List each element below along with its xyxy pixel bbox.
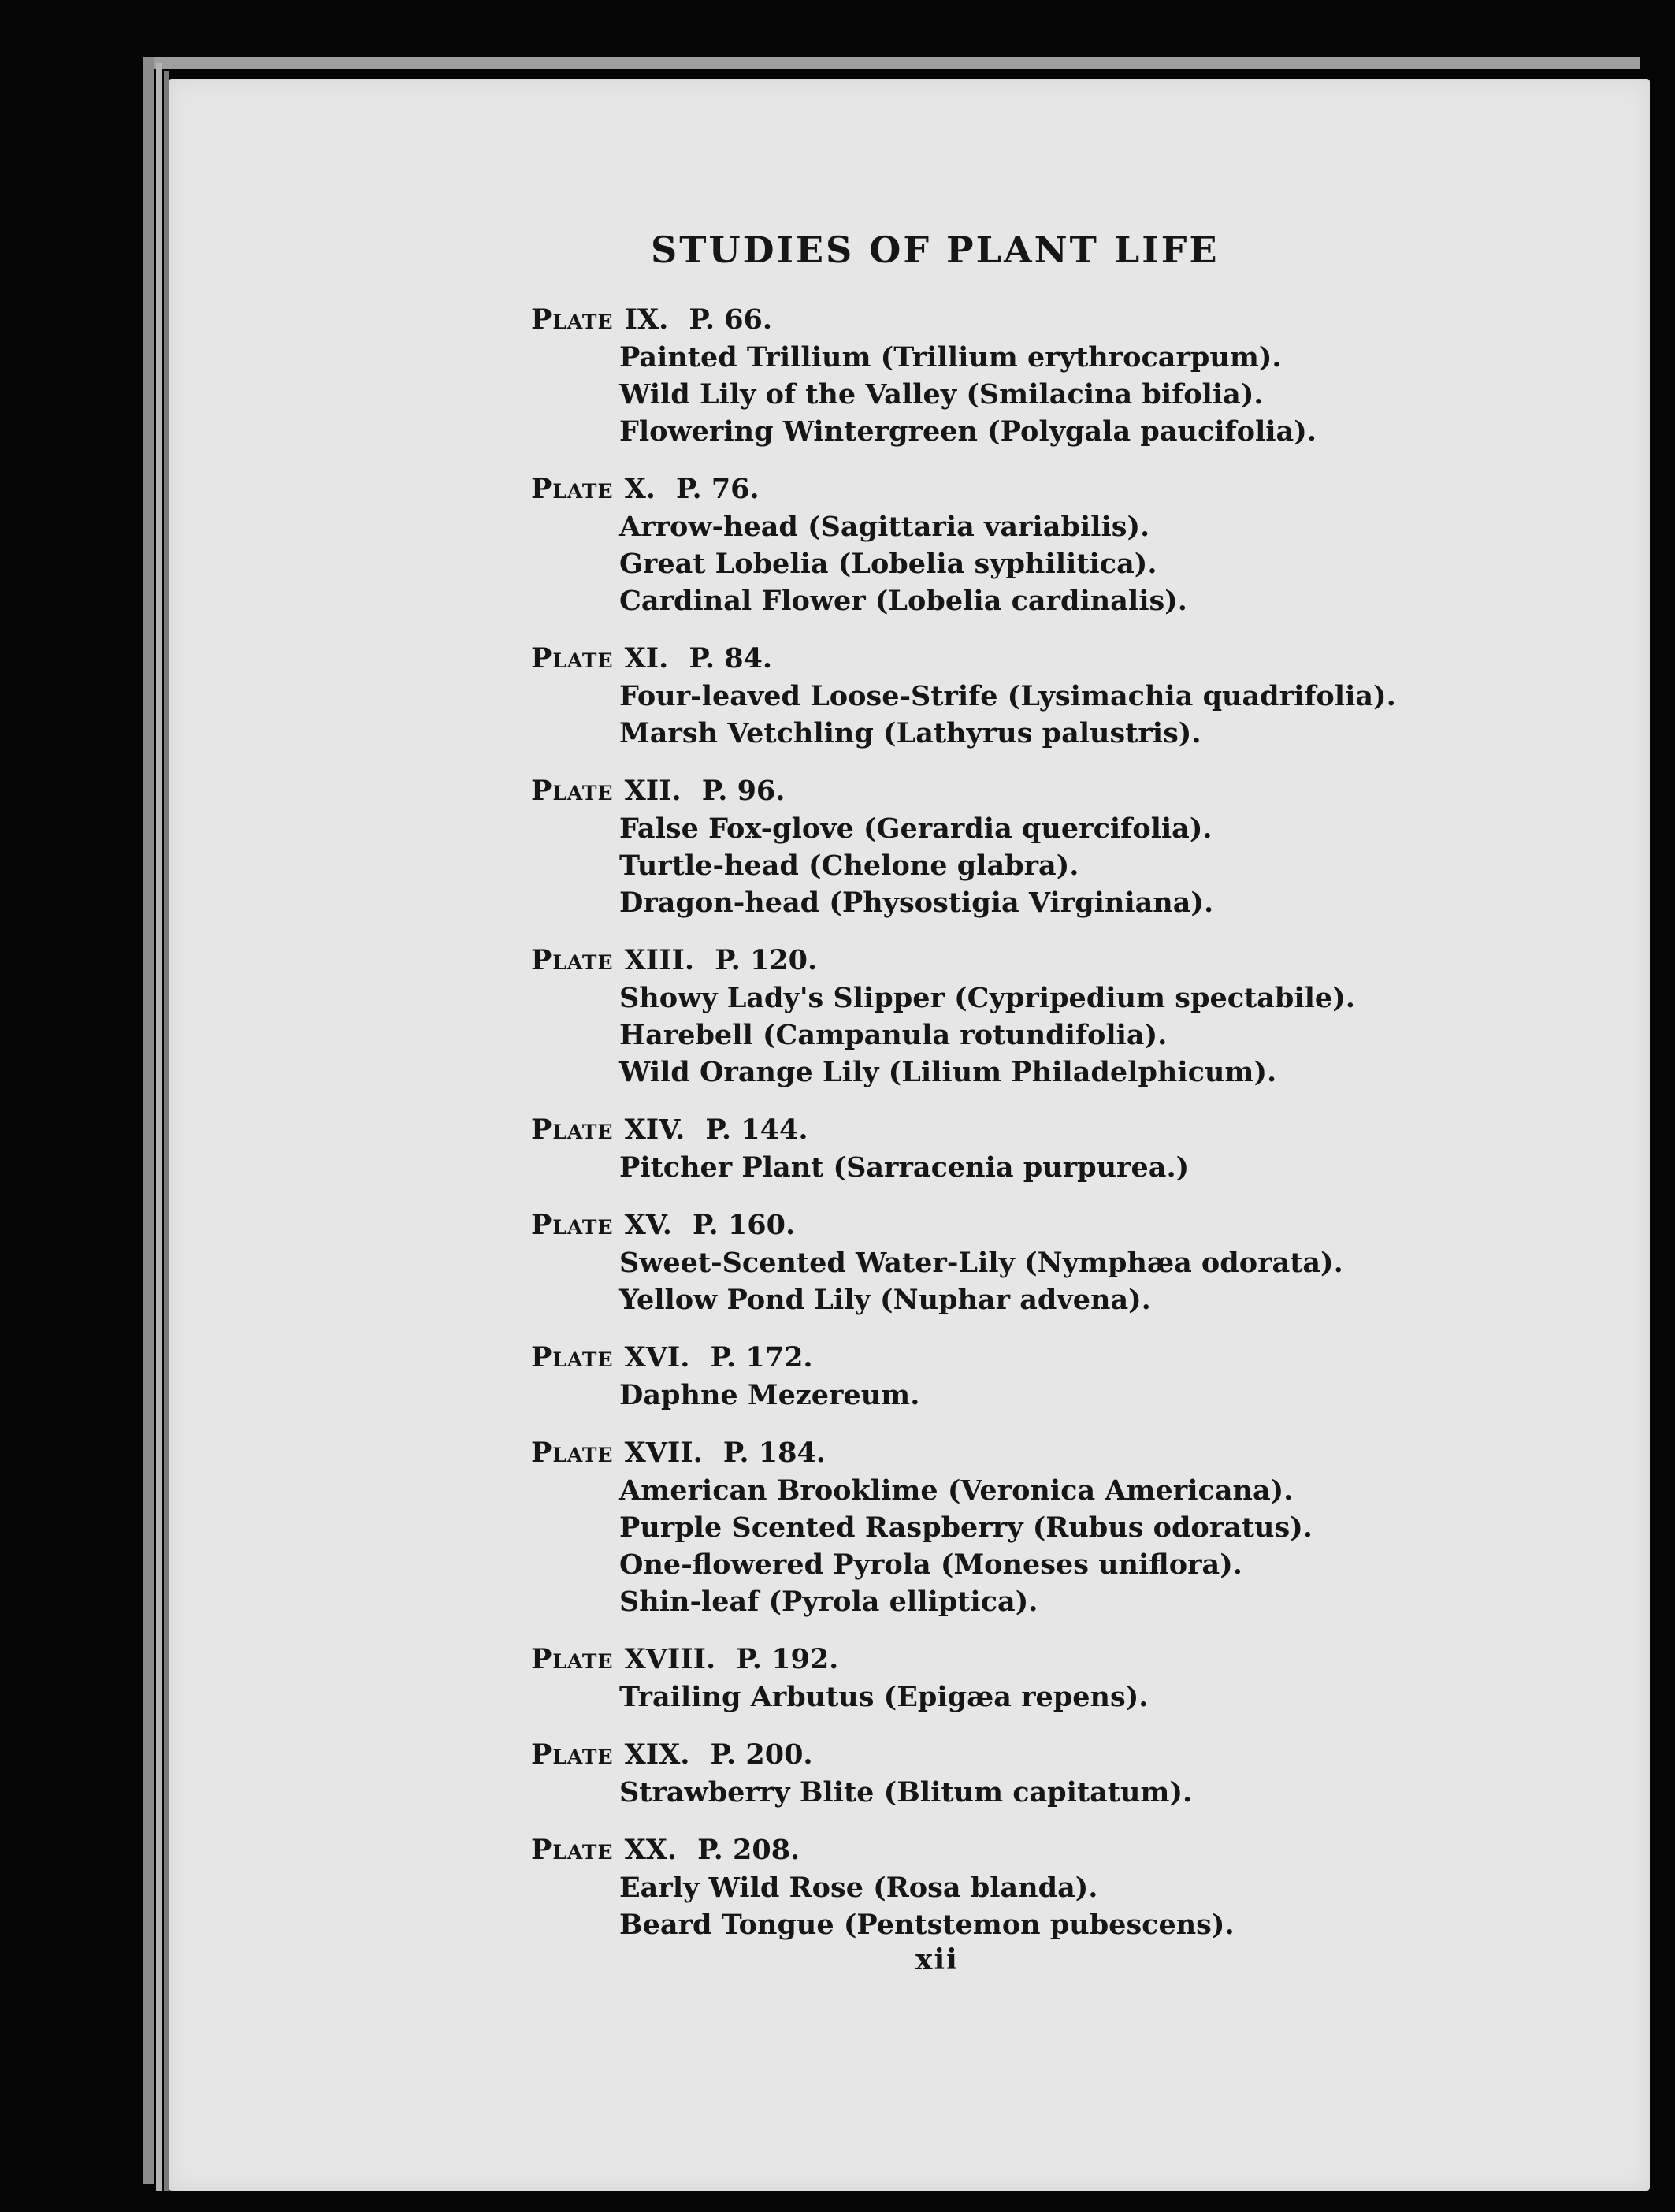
- plate-page-ref: P. 160.: [692, 1209, 796, 1241]
- species-entry: Daphne Mezereum.: [619, 1379, 920, 1411]
- plate-entry: [531, 1339, 1555, 1414]
- plate-entry: [531, 1831, 1555, 1943]
- plate-number: XII.: [624, 775, 682, 807]
- plate-label: Plate: [531, 1643, 614, 1675]
- plate-entry: [531, 1111, 1555, 1186]
- page-edge-left: [143, 57, 154, 2184]
- plate-number: XVIII.: [624, 1643, 716, 1675]
- plate-page-ref: P. 84.: [689, 642, 773, 675]
- species-entry: False Fox-glove (Gerardia quercifolia).: [619, 812, 1213, 845]
- plate-heading: [531, 1111, 1555, 1149]
- page-number: xii: [915, 1943, 959, 1976]
- plate-species-list: [619, 1472, 1555, 1620]
- plate-page-ref: P. 172.: [710, 1341, 813, 1374]
- species-entry: Harebell (Campanula rotundifolia).: [619, 1019, 1168, 1051]
- plate-entry: [531, 1641, 1555, 1716]
- species-entry: Strawberry Blite (Blitum capitatum).: [619, 1776, 1193, 1809]
- plate-entry: [531, 772, 1555, 921]
- species-entry: Great Lobelia (Lobelia syphilitica).: [619, 548, 1157, 580]
- plate-label: Plate: [531, 944, 614, 976]
- plate-entry: [531, 301, 1555, 450]
- plate-entry: [531, 1736, 1555, 1811]
- plate-number: XVI.: [624, 1341, 690, 1374]
- plate-page-ref: P. 76.: [675, 473, 760, 505]
- page-edge-top: [143, 57, 1640, 69]
- plate-species-list: [619, 1149, 1555, 1186]
- plate-number: XV.: [624, 1209, 672, 1241]
- page-content: [169, 79, 1650, 2191]
- plate-page-ref: P. 200.: [710, 1738, 813, 1771]
- plate-number: XIX.: [624, 1738, 690, 1771]
- plate-heading: [531, 640, 1555, 678]
- plate-label: Plate: [531, 303, 614, 336]
- plate-label: Plate: [531, 1341, 614, 1374]
- plate-heading: [531, 301, 1555, 339]
- plate-label: Plate: [531, 1113, 614, 1146]
- plate-heading: [531, 942, 1555, 980]
- plate-number: XVII.: [624, 1437, 703, 1469]
- plate-label: Plate: [531, 775, 614, 807]
- species-entry: Yellow Pond Lily (Nuphar advena).: [619, 1284, 1151, 1316]
- book-page: [169, 79, 1650, 2191]
- plate-entry: [531, 942, 1555, 1091]
- species-entry: Arrow-head (Sagittaria variabilis).: [619, 511, 1150, 543]
- plate-page-ref: P. 184.: [722, 1437, 826, 1469]
- species-entry: Sweet-Scented Water-Lily (Nymphæa odorata).: [619, 1247, 1343, 1279]
- species-entry: Painted Trillium (Trillium erythrocarpum).: [619, 341, 1282, 374]
- plate-label: Plate: [531, 1834, 614, 1866]
- species-entry: Marsh Vetchling (Lathyrus palustris).: [619, 717, 1201, 749]
- plate-species-list: [619, 1774, 1555, 1811]
- plate-label: Plate: [531, 1437, 614, 1469]
- list-of-plates: [531, 301, 1555, 1964]
- plate-species-list: [619, 980, 1555, 1091]
- plate-page-ref: P. 120.: [715, 944, 818, 976]
- plate-page-ref: P. 208.: [697, 1834, 800, 1866]
- plate-heading: [531, 1831, 1555, 1869]
- plate-species-list: [619, 1244, 1555, 1318]
- plate-heading: [531, 1206, 1555, 1244]
- plate-label: Plate: [531, 473, 614, 505]
- species-entry: Showy Lady's Slipper (Cypripedium spectabile).: [619, 982, 1355, 1014]
- plate-number: XIV.: [624, 1113, 685, 1146]
- plate-page-ref: P. 96.: [701, 775, 786, 807]
- plate-label: Plate: [531, 1738, 614, 1771]
- plate-label: Plate: [531, 642, 614, 675]
- plate-entry: [531, 470, 1555, 619]
- running-head: STUDIES OF PLANT LIFE: [651, 229, 1220, 271]
- plate-number: XX.: [624, 1834, 678, 1866]
- species-entry: Early Wild Rose (Rosa blanda).: [619, 1872, 1098, 1904]
- species-entry: Four-leaved Loose-Strife (Lysimachia quadrifolia).: [619, 680, 1396, 712]
- plate-heading: [531, 470, 1555, 508]
- page-edge-left: [156, 63, 162, 2191]
- plate-species-list: [619, 810, 1555, 921]
- species-entry: One-flowered Pyrola (Moneses uniflora).: [619, 1548, 1242, 1581]
- plate-number: IX.: [624, 303, 669, 336]
- species-entry: Pitcher Plant (Sarracenia purpurea.): [619, 1151, 1190, 1184]
- plate-species-list: [619, 339, 1555, 450]
- plate-entry: [531, 1434, 1555, 1620]
- species-entry: Purple Scented Raspberry (Rubus odoratus).: [619, 1511, 1313, 1544]
- plate-species-list: [619, 1679, 1555, 1716]
- plate-page-ref: P. 144.: [705, 1113, 808, 1146]
- species-entry: Trailing Arbutus (Epigæa repens).: [619, 1681, 1149, 1713]
- plate-page-ref: P. 66.: [689, 303, 773, 336]
- species-entry: American Brooklime (Veronica Americana).: [619, 1474, 1294, 1507]
- species-entry: Wild Orange Lily (Lilium Philadelphicum).: [619, 1056, 1277, 1088]
- species-entry: Beard Tongue (Pentstemon pubescens).: [619, 1909, 1235, 1941]
- species-entry: Shin-leaf (Pyrola elliptica).: [619, 1586, 1038, 1618]
- plate-heading: [531, 1339, 1555, 1377]
- plate-label: Plate: [531, 1209, 614, 1241]
- plate-number: XIII.: [624, 944, 695, 976]
- species-entry: Wild Lily of the Valley (Smilacina bifolia).: [619, 378, 1264, 411]
- plate-number: X.: [624, 473, 656, 505]
- species-entry: Flowering Wintergreen (Polygala paucifolia).: [619, 415, 1317, 448]
- plate-entry: [531, 1206, 1555, 1318]
- plate-heading: [531, 1641, 1555, 1679]
- plate-species-list: [619, 1377, 1555, 1414]
- plate-species-list: [619, 1869, 1555, 1943]
- species-entry: Turtle-head (Chelone glabra).: [619, 849, 1079, 882]
- species-entry: Cardinal Flower (Lobelia cardinalis).: [619, 585, 1187, 617]
- plate-page-ref: P. 192.: [736, 1643, 839, 1675]
- plate-species-list: [619, 508, 1555, 619]
- plate-heading: [531, 1736, 1555, 1774]
- species-entry: Dragon-head (Physostigia Virginiana).: [619, 887, 1214, 919]
- plate-species-list: [619, 678, 1555, 752]
- plate-heading: [531, 1434, 1555, 1472]
- plate-number: XI.: [624, 642, 669, 675]
- plate-entry: [531, 640, 1555, 752]
- plate-heading: [531, 772, 1555, 810]
